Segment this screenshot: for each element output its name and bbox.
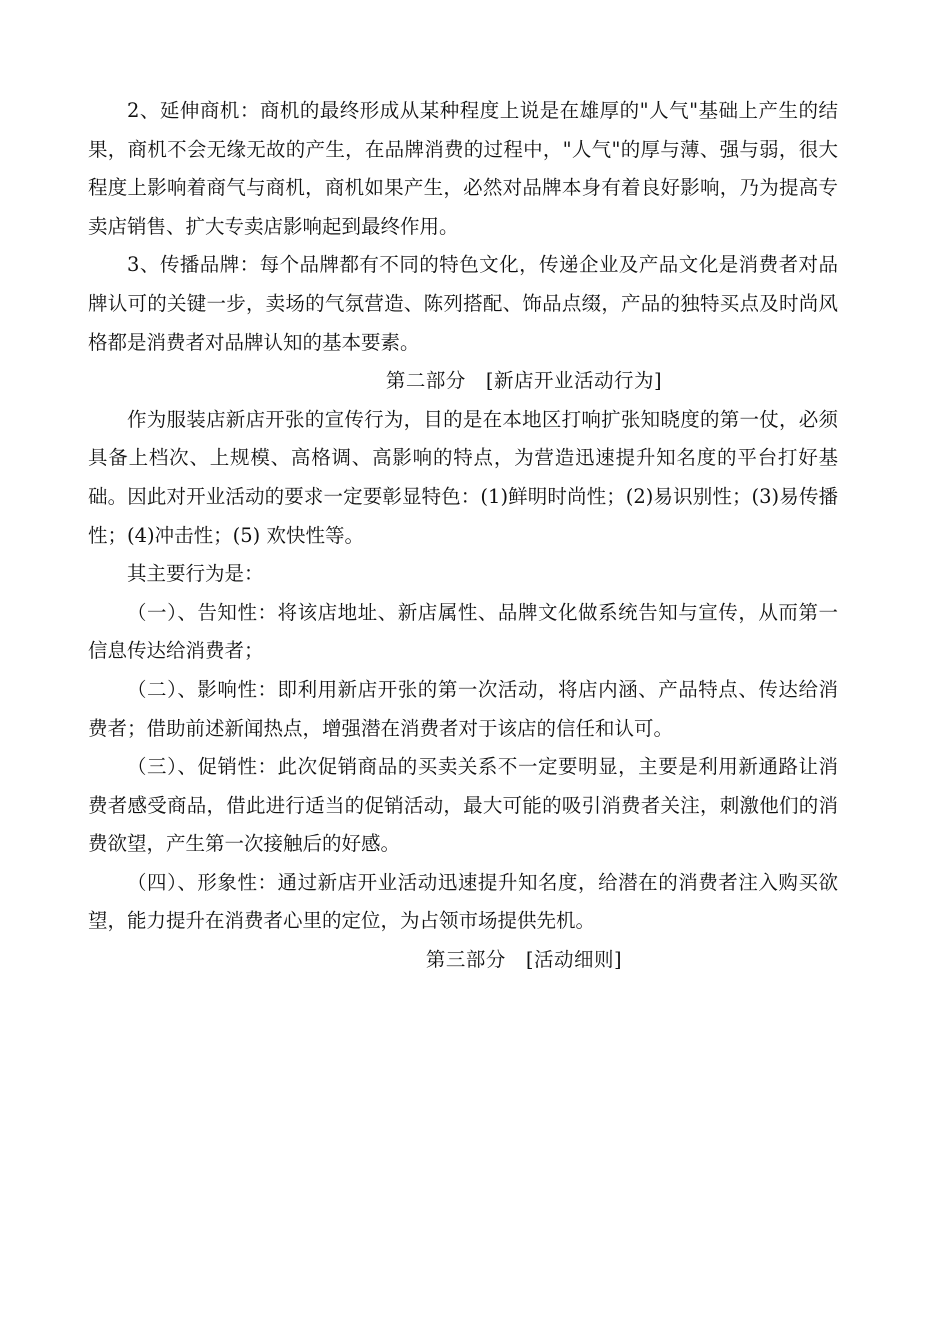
paragraph-action-promotion: （三）、促销性：此次促销商品的买卖关系不一定要明显，主要是利用新通路让消费者感受商品，借此进行适当的促销活动，最大可能的吸引消费者关注，刺激他们的消费欲望，产生第一次接触后的好感。 — [88, 755, 838, 856]
paragraph-spread-brand: 3、传播品牌：每个品牌都有不同的特色文化，传递企业及产品文化是消费者对品牌认可的关键一步，卖场的气氛营造、陈列搭配、饰品点缀，产品的独特买点及时尚风格都是消费者对品牌认知的基本要素。 — [88, 253, 838, 354]
paragraph-action-inform: （一）、告知性：将该店地址、新店属性、品牌文化做系统告知与宣传，从而第一信息传达给消费者； — [88, 600, 838, 663]
paragraph-action-image: （四）、形象性：通过新店开业活动迅速提升知名度，给潜在的消费者注入购买欲望，能力提升在消费者心里的定位，为占领市场提供先机。 — [88, 870, 838, 933]
section-heading-part-three: 第三部分 [活动细则] — [425, 948, 623, 972]
section-heading-part-two: 第二部分 [新店开业活动行为] — [385, 369, 663, 393]
paragraph-opening-purpose: 作为服装店新店开张的宣传行为，目的是在本地区打响扩张知晓度的第一仗，必须具备上档次、上规模、高格调、高影响的特点，为营造迅速提升知名度的平台打好基础。因此对开业活动的要求一定要彰显特色：(1)鲜明时尚性；(2)易识别性；(3)易传播性；(4)冲击性；(5) 欢快性等。 — [88, 407, 838, 547]
paragraph-action-influence: （二）、影响性：即利用新店开张的第一次活动，将店内涵、产品特点、传达给消费者；借助前述新闻热点，增强潜在消费者对于该店的信任和认可。 — [88, 677, 838, 740]
document-body — [88, 92, 838, 980]
paragraph-extend-business: 2、延伸商机：商机的最终形成从某种程度上说是在雄厚的"人气"基础上产生的结果，商机不会无缘无故的产生，在品牌消费的过程中，"人气"的厚与薄、强与弱，很大程度上影响着商气与商机，商机如果产生，必然对品牌本身有着良好影响，乃为提高专卖店销售、扩大专卖店影响起到最终作用。 — [88, 99, 838, 238]
paragraph-main-actions-intro: 其主要行为是： — [127, 562, 264, 586]
